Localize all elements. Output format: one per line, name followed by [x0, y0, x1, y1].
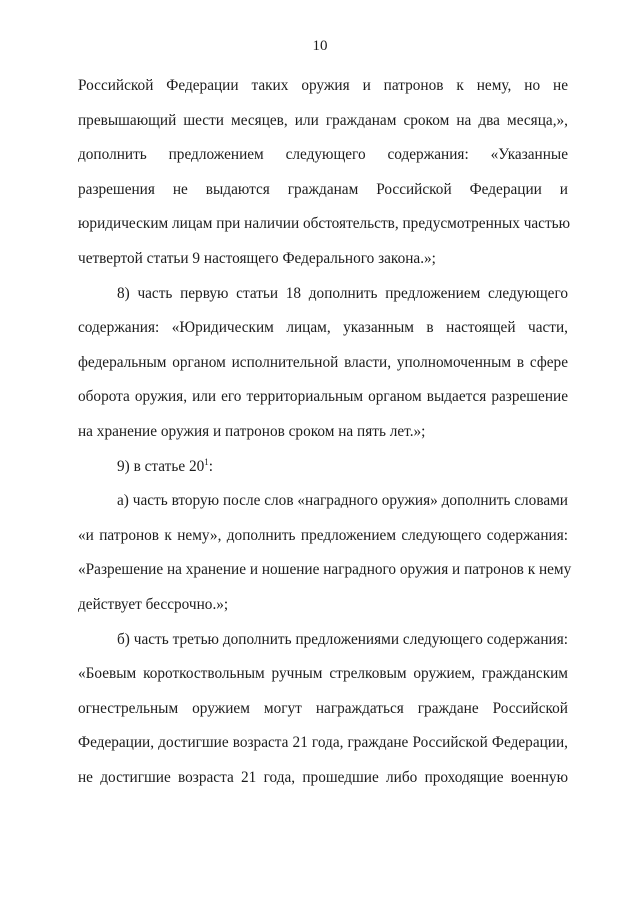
text-line: дополнить предложением следующего содержания: «Указанные [78, 146, 568, 164]
text-line: разрешения не выдаются гражданам Российской Федерации и [78, 180, 568, 198]
text-line: а) часть вторую после слов «наградного оружия» дополнить словами [117, 492, 568, 510]
text-line: действует бессрочно.»; [78, 595, 229, 613]
text-line: «Разрешение на хранение и ношение наградного оружия и патронов к нему [78, 561, 572, 579]
paragraph-first-line [78, 489, 568, 524]
text-line: б) часть третью дополнить предложениями следующего содержания: [117, 630, 568, 648]
text-line: превышающий шести месяцев, или гражданам сроком на два месяца,», [78, 111, 568, 129]
text-line: содержания: «Юридическим лицам, указанным в настоящей части, [78, 319, 568, 337]
text-line: не достигшие возраста 21 года, прошедшие либо проходящие военную [78, 768, 568, 786]
text-line: Российской Федерации таких оружия и патронов к нему, но не [78, 77, 568, 94]
article-heading-suffix: : [208, 457, 213, 475]
text-line: 8) часть первую статьи 18 дополнить предложением следующего [117, 284, 568, 302]
paragraph-first-line [78, 282, 568, 317]
document-body [78, 74, 572, 800]
article-heading-line [78, 455, 568, 490]
text-line: огнестрельным оружием могут награждаться граждане Российской [78, 699, 568, 717]
text-line: оборота оружия, или его территориальным органом выдается разрешение [78, 388, 568, 406]
text-line: юридическим лицам при наличии обстоятельств, предусмотренных частью [78, 215, 571, 233]
text-line: на хранение оружия и патронов сроком на пять лет.»; [78, 422, 426, 440]
article-heading: 9) в статье 20 [117, 457, 205, 475]
text-line: «и патронов к нему», дополнить предложением следующего содержания: [78, 526, 568, 544]
article-superscript: 1 [204, 456, 209, 467]
text-line: четвертой статьи 9 настоящего Федерального закона.»; [78, 249, 436, 267]
text-line: Федерации, достигшие возраста 21 года, граждане Российской Федерации, [78, 734, 568, 752]
page-number: 10 [312, 38, 328, 54]
text-line: «Боевым короткоствольным ручным стрелковым оружием, гражданским [78, 665, 568, 683]
text-line: федеральным органом исполнительной власти, уполномоченным в сфере [78, 353, 568, 371]
paragraph-first-line [78, 628, 568, 663]
